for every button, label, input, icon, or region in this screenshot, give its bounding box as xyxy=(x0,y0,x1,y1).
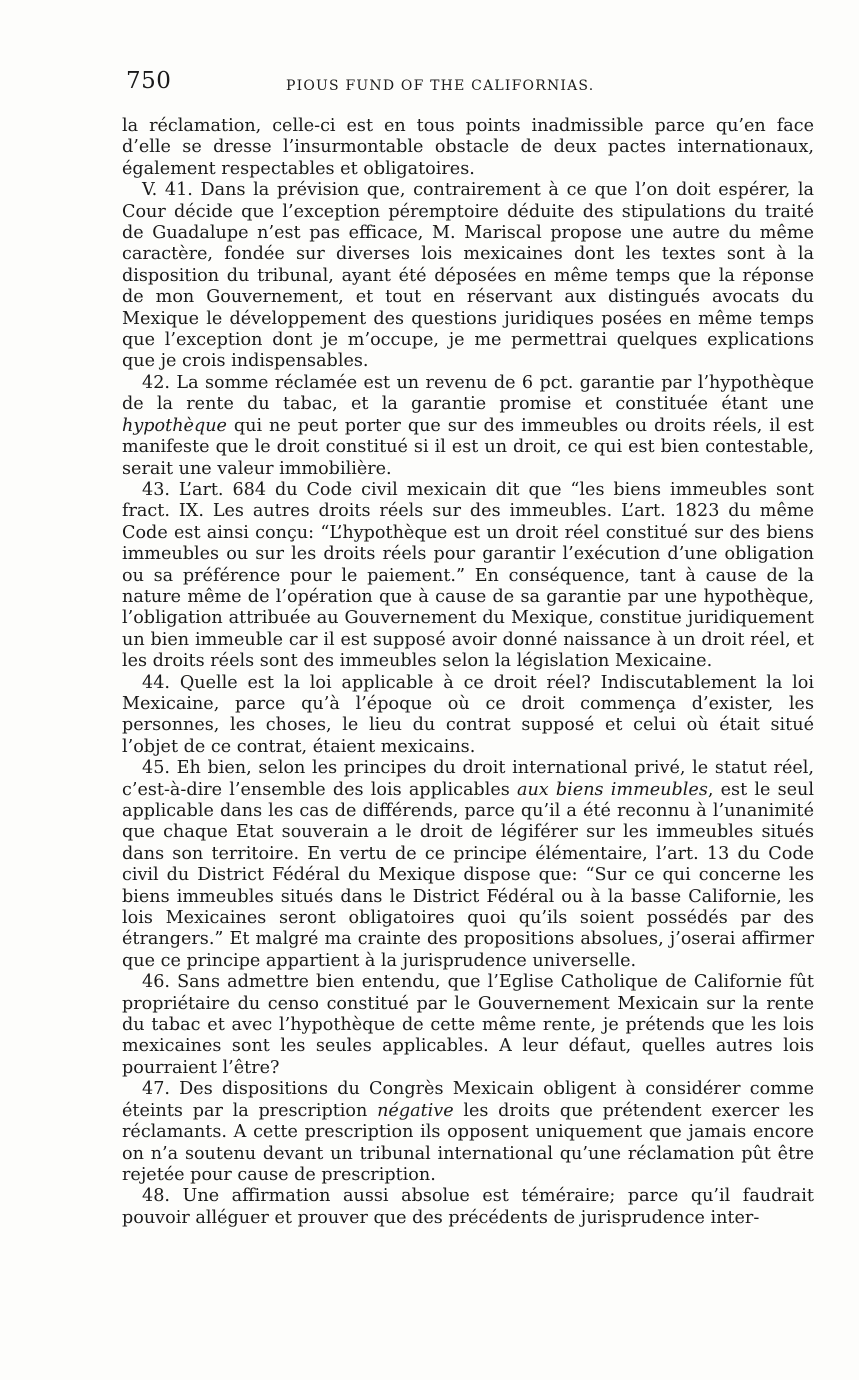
paragraph-text: 44. Quelle est la loi applicable à ce droit réel? Indiscutablement la loi Mexicaine, parce qu’à l’époque où ce droit commença d’exister, les personnes, les choses, le lieu du contrat supposé et celui où était situé l’objet de ce contrat, étaient mexicains. xyxy=(122,672,814,757)
paragraph-text: la réclamation, celle-ci est en tous points inadmissible parce qu’en face d’elle se dresse l’insurmontable obstacle de deux pactes internationaux, également respectables et obligatoires. xyxy=(122,116,814,179)
paragraph-text: 42. La somme réclamée est un revenu de 6 pct. garantie par l’hypothèque de la rente du tabac, et la garantie promise et constituée étant une xyxy=(122,372,814,415)
paragraph-44 xyxy=(122,673,814,759)
paragraph-45 xyxy=(122,758,814,972)
paragraph-46 xyxy=(122,972,814,1079)
paragraph-text: 46. Sans admettre bien entendu, que l’Eglise Catholique de Californie fût propriétaire du censo constitué par le Gouvernement Mexicain sur la rente du tabac et avec l’hypothèque de cette même rente, je prétends que les lois mexicaines sont les seules applicables. A leur défaut, quelles autres lois pourraient l’être? xyxy=(122,972,814,1078)
page-header xyxy=(126,68,816,102)
running-head: PIOUS FUND OF THE CALIFORNIAS. xyxy=(286,78,595,94)
paragraph-text: qui ne peut porter que sur des immeubles ou droits réels, il est manifeste que le droit constitué si il est un droit, ce qui est bien contestable, serait une valeur immobilière. xyxy=(122,415,814,479)
paragraph-47 xyxy=(122,1079,814,1186)
paragraph-text: les droits que prétendent exercer les réclamants. A cette prescription ils opposent uniquement que jamais encore on n’a soutenu devant un tribunal international qu’une réclamation pût être rejetée pour cause de prescription. xyxy=(122,1100,814,1185)
paragraph-continuation xyxy=(122,116,814,180)
body-text xyxy=(122,116,814,1229)
paragraph-43 xyxy=(122,480,814,673)
page-number: 750 xyxy=(126,68,172,94)
italic-term: négative xyxy=(377,1100,454,1121)
paragraph-48 xyxy=(122,1186,814,1229)
paragraph-41 xyxy=(122,180,814,373)
paragraph-text: V. 41. Dans la prévision que, contrairement à ce que l’on doit espérer, la Cour décide que l’exception péremptoire déduite des stipulations du traité de Guadalupe n’est pas efficace, M. Mariscal propose une autre du même caractère, fondée sur diverses lois mexicaines dont les textes sont à la disposition du tribunal, ayant été déposées en même temps que la réponse de mon Gouvernement, et tout en réservant aux distingués avocats du Mexique le développement des questions juridiques posées en même temps que l’exception dont je m’occupe, je me permettrai quelques explications que je crois indispensables. xyxy=(122,180,814,372)
paragraph-text: 48. Une affirmation aussi absolue est téméraire; parce qu’il faudrait pouvoir alléguer et prouver que des précédents de jurisprudence inter- xyxy=(122,1186,814,1228)
paragraph-text: 47. Des dispositions du Congrès Mexicain obligent à considérer comme éteints par la prescription xyxy=(122,1079,814,1121)
italic-term: hypothèque xyxy=(122,415,227,436)
paragraph-text: 43. L’art. 684 du Code civil mexicain dit que “les biens immeubles sont fract. IX. Les autres droits réels sur des immeubles. L’art. 1823 du même Code est ainsi conçu: “L’hypothèque est un droit réel constitué sur des biens immeubles ou sur les droits réels pour garantir l’exécution d’une obligation ou sa préférence pour le paiement.” En conséquence, tant à cause de la nature même de l’opération que à cause de sa garantie par une hypothèque, l’obligation attribuée au Gouvernement du Mexique, constitue juridiquement un bien immeuble car il est supposé avoir donné naissance à un droit réel, et les droits réels sont des immeubles selon la législation Mexicaine. xyxy=(122,479,814,672)
paragraph-42 xyxy=(122,373,814,480)
paragraph-text: , est le seul applicable dans les cas de différends, parce qu’il a été reconnu à l’unanimité que chaque Etat souverain a le droit de légiférer sur les immeubles situés dans son territoire. En vertu de ce principe élémentaire, l’art. 13 du Code civil du District Fédéral du Mexique dispose que: “Sur ce qui concerne les biens immeubles situés dans le District Fédéral ou à la basse Californie, les lois Mexicaines seront obligatoires quoi qu’ils soient possédés par des étrangers.” Et malgré ma crainte des propositions absolues, j’oserai affirmer que ce principe appartient à la jurisprudence universelle. xyxy=(122,779,814,971)
paragraph-text: 45. Eh bien, selon les principes du droit international privé, le statut réel, c’est-à-dire l’ensemble des lois applicables xyxy=(122,758,814,800)
italic-term: aux biens immeubles xyxy=(516,779,708,800)
